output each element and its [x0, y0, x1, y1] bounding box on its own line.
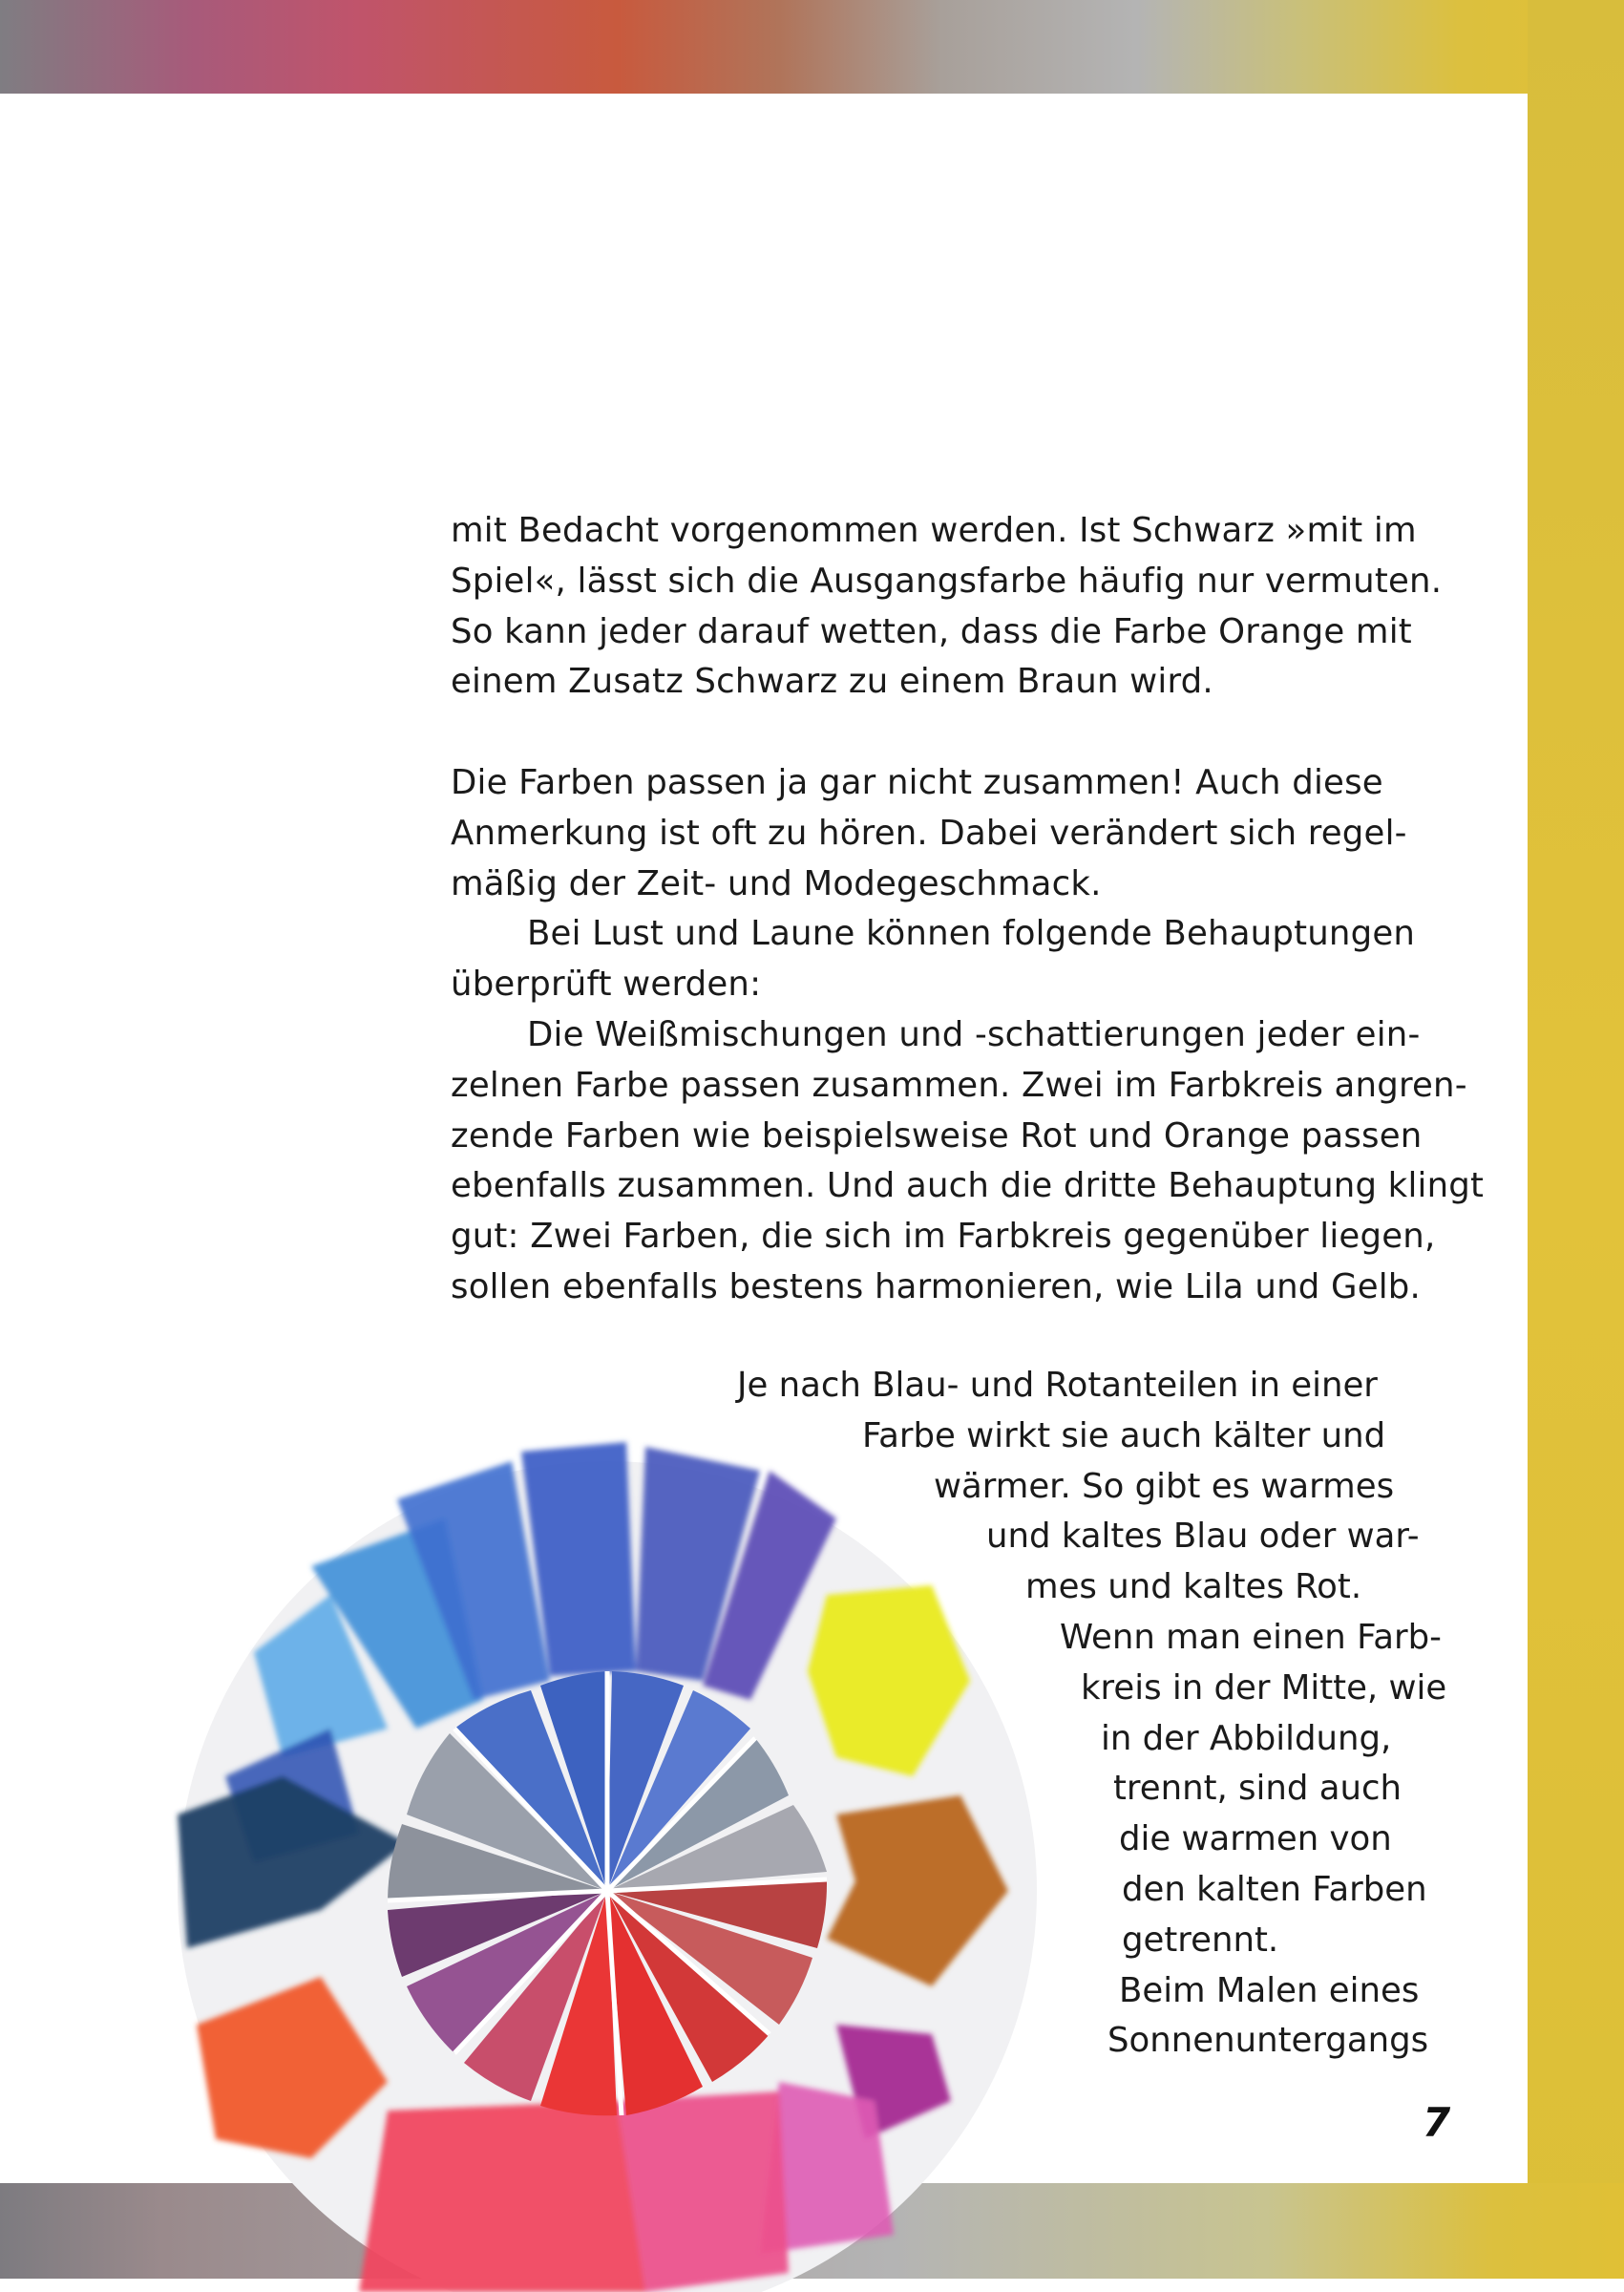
- text-line: Sonnenuntergangs: [1107, 2021, 1429, 2061]
- text-line: Bei Lust und Laune können folgende Behauptungen: [527, 914, 1416, 954]
- text-line: sollen ebenfalls bestens harmonieren, wie Lila und Gelb.: [451, 1266, 1422, 1306]
- text-line: den kalten Farben: [1122, 1870, 1427, 1909]
- color-wheel-illustration: [168, 1413, 1046, 2292]
- text-line: die warmen von: [1119, 1819, 1392, 1859]
- text-line: Die Farben passen ja gar nicht zusammen! Auch diese: [451, 762, 1383, 802]
- text-line: Die Weißmischungen und -schattierungen jeder ein-: [527, 1014, 1421, 1054]
- text-line: einem Zusatz Schwarz zu einem Braun wird.: [451, 662, 1213, 702]
- text-line: wärmer. So gibt es warmes: [934, 1466, 1395, 1506]
- body-text: [451, 506, 1485, 1313]
- text-line: trennt, sind auch: [1113, 1769, 1403, 1809]
- text-line: getrennt.: [1122, 1920, 1279, 1960]
- text-line: zende Farben wie beispielsweise Rot und Orange passen: [451, 1115, 1423, 1156]
- text-line: kreis in der Mitte, wie: [1081, 1667, 1447, 1708]
- text-line: ebenfalls zusammen. Und auch die dritte Behauptung klingt: [451, 1166, 1485, 1206]
- text-line: mäßig der Zeit- und Modegeschmack.: [451, 863, 1102, 903]
- text-line: So kann jeder darauf wetten, dass die Farbe Orange mit: [451, 611, 1412, 651]
- text-line: zelnen Farbe passen zusammen. Zwei im Farbkreis angren-: [451, 1065, 1467, 1105]
- paragraph-3: [451, 909, 1482, 1010]
- text-line: Beim Malen eines: [1119, 1970, 1420, 2010]
- right-gradient-band: [1528, 0, 1624, 2279]
- paragraph-1: [451, 506, 1482, 708]
- page-number: 7: [1423, 2099, 1451, 2146]
- paragraph-4: [451, 1010, 1485, 1313]
- top-gradient-band: [0, 0, 1624, 94]
- text-line: gut: Zwei Farben, die sich im Farbkreis gegenüber liegen,: [451, 1217, 1436, 1257]
- text-line: in der Abbildung,: [1101, 1718, 1392, 1758]
- text-line: Anmerkung ist oft zu hören. Dabei verändert sich regel-: [451, 813, 1407, 853]
- text-line: mes und kaltes Rot.: [1025, 1567, 1362, 1607]
- text-line: und kaltes Blau oder war-: [986, 1517, 1420, 1557]
- text-line: Je nach Blau- und Rotanteilen in einer: [737, 1366, 1378, 1405]
- text-line: mit Bedacht vorgenommen werden. Ist Schwarz »mit im: [451, 511, 1417, 550]
- text-line: Wenn man einen Farb-: [1060, 1618, 1442, 1657]
- text-line: Farbe wirkt sie auch kälter und: [862, 1415, 1386, 1455]
- paragraph-2: [451, 758, 1482, 909]
- text-line: Spiel«, lässt sich die Ausgangsfarbe häufig nur vermuten.: [451, 561, 1443, 601]
- text-line: überprüft werden:: [451, 965, 762, 1005]
